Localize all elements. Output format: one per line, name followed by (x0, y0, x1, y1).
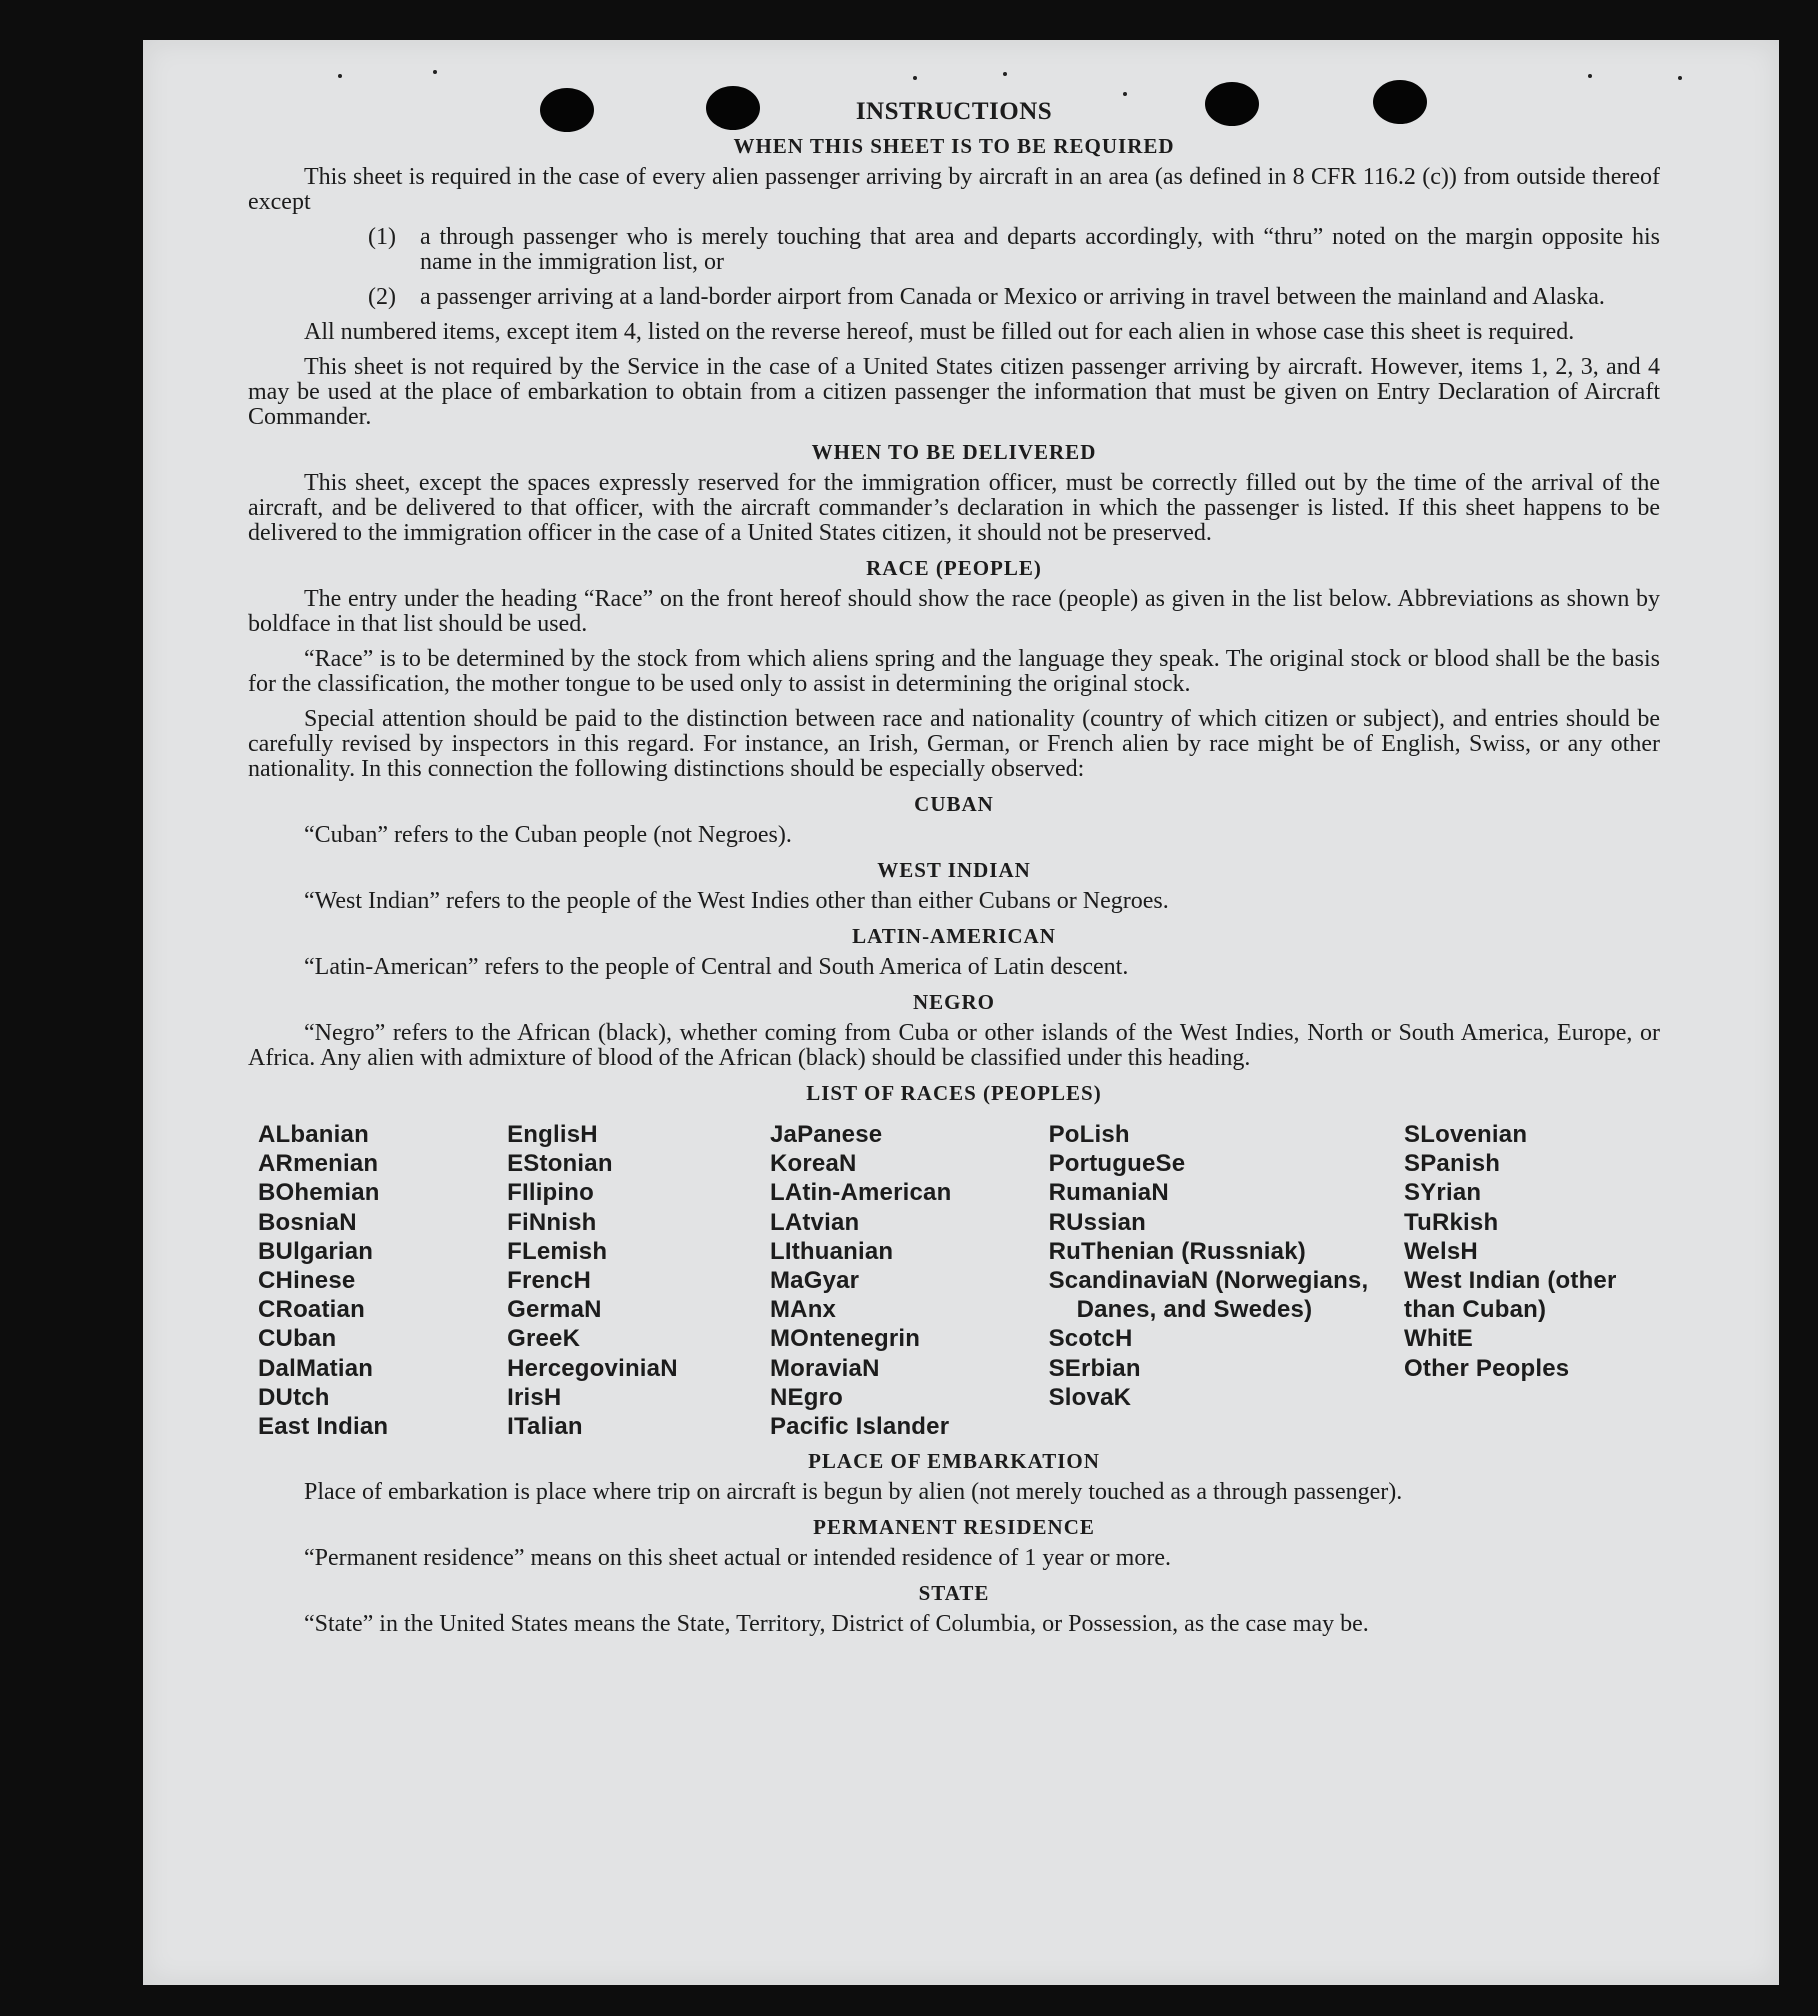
speck (913, 76, 917, 80)
race-entry: MoraviaN (769, 1354, 880, 1382)
race-column-3 (770, 1120, 1049, 1441)
race-entry: RUssian (1048, 1208, 1147, 1236)
race-entry: SYrian (1404, 1179, 1482, 1207)
race-entry: ITalian (507, 1413, 583, 1441)
race-entry: MaGyar (769, 1267, 860, 1295)
race-entry: MOntenegrin (769, 1325, 921, 1353)
race-entry: SErbian (1048, 1354, 1141, 1382)
race-entry: CRoatian (258, 1296, 365, 1324)
race-column-1 (258, 1120, 507, 1441)
paragraph-cuban: “Cuban” refers to the Cuban people (not Negroes). (304, 822, 792, 848)
race-column-5 (1404, 1120, 1660, 1441)
race-entry: ScotcH (1048, 1325, 1133, 1353)
race-entry: EnglisH (507, 1121, 598, 1148)
race-entry: Pacific Islander (769, 1413, 950, 1441)
heading-latin-american: LATIN-AMERICAN (852, 924, 1056, 948)
race-entry: LAtin-American (769, 1179, 952, 1207)
race-entry: FIlipino (507, 1179, 595, 1207)
paragraph-race-1: The entry under the heading “Race” on the front hereof should show the race (people) as given in the list below. Abbreviations as shown by boldface in that list should be used. (248, 586, 1660, 637)
page-title: INSTRUCTIONS (855, 98, 1053, 125)
race-entry: FrencH (507, 1267, 591, 1295)
paragraph-numbered-items: All numbered items, except item 4, listed on the reverse hereof, must be filled out for each alien in whose case this sheet is required. (304, 319, 1575, 345)
race-entry: NEgro (769, 1383, 843, 1411)
speck (1003, 72, 1007, 76)
race-entry: SPanish (1404, 1150, 1501, 1178)
race-entry: SLovenian (1404, 1121, 1528, 1148)
race-entry: GreeK (507, 1325, 581, 1353)
paragraph-intro: This sheet is required in the case of every alien passenger arriving by aircraft in an area (as defined in 8 CFR 116.2 (c)) from outside thereof except (248, 164, 1660, 215)
race-entry: EStonian (507, 1150, 613, 1178)
race-column-2 (507, 1120, 770, 1441)
item-number: (2) (368, 284, 396, 310)
race-entry: BUlgarian (258, 1237, 374, 1265)
race-entry: JaPanese (769, 1121, 883, 1148)
speck (1588, 74, 1592, 78)
race-entry: LIthuanian (769, 1237, 894, 1265)
race-entry: ScandinaviaN (Norwegians, Danes, and Swedes) (1048, 1267, 1369, 1324)
race-entry: LAtvian (769, 1208, 860, 1236)
heading-cuban: CUBAN (914, 792, 994, 816)
race-entry: BOhemian (258, 1179, 380, 1207)
race-entry: IrisH (507, 1383, 562, 1411)
heading-list-of-races: LIST OF RACES (PEOPLES) (806, 1081, 1102, 1105)
race-entry: GermaN (507, 1296, 602, 1324)
paragraph-permanent-residence: “Permanent residence” means on this sheet actual or intended residence of 1 year or more. (304, 1545, 1171, 1572)
paragraph-citizen: This sheet is not required by the Service in the case of a United States citizen passenger arriving by aircraft. However, items 1, 2, 3, and 4 may be used at the place of embarkation to obtain from a citizen passenger the information that must be given on Entry Declaration of Aircraft Commander. (248, 354, 1660, 430)
race-entry: West Indian (other than Cuban) (1404, 1267, 1617, 1324)
race-entry: CHinese (258, 1267, 356, 1295)
race-column-4 (1049, 1120, 1404, 1441)
race-entry: BosniaN (258, 1208, 357, 1236)
paragraph-latin-american: “Latin-American” refers to the people of Central and South America of Latin descent. (304, 954, 1129, 980)
paragraph-embarkation: Place of embarkation is place where trip on aircraft is begun by alien (not merely touched as a through passenger). (304, 1479, 1403, 1506)
heading-negro: NEGRO (912, 990, 995, 1014)
heading-permanent-residence: PERMANENT RESIDENCE (813, 1515, 1095, 1540)
race-entry: DalMatian (258, 1354, 374, 1382)
item-number: (1) (368, 224, 396, 250)
paragraph-state: “State” in the United States means the State, Territory, District of Columbia, or Possession, as the case may be. (304, 1611, 1369, 1638)
race-entry: RumaniaN (1048, 1179, 1169, 1207)
race-list (258, 1120, 1660, 1441)
heading-when-required: WHEN THIS SHEET IS TO BE REQUIRED (733, 134, 1175, 158)
exception-item (368, 285, 1660, 310)
race-entry: FLemish (507, 1237, 608, 1265)
race-entry: DUtch (258, 1383, 330, 1411)
heading-race: RACE (PEOPLE) (866, 556, 1042, 580)
race-entry: East Indian (258, 1413, 389, 1441)
heading-when-delivered: WHEN TO BE DELIVERED (811, 440, 1097, 464)
race-entry: PoLish (1048, 1121, 1130, 1148)
speck (433, 70, 437, 74)
paragraph-race-2: “Race” is to be determined by the stock from which aliens spring and the language they speak. The original stock or blood shall be the basis for the classification, the mother tongue to be used only to assist in determining the original stock. (248, 646, 1660, 697)
race-entry: WhitE (1404, 1325, 1473, 1353)
heading-west-indian: WEST INDIAN (877, 858, 1031, 882)
race-entry: WelsH (1404, 1237, 1478, 1265)
speck (1678, 76, 1682, 80)
paragraph-race-3: Special attention should be paid to the distinction between race and nationality (country of which citizen or subject), and entries should be carefully revised by inspectors in this regard. For instance, an Irish, German, or French alien by race might be of English, Swiss, or any other nationality. In this connection the following distinctions should be especially observed: (248, 706, 1660, 782)
item-text: a passenger arriving at a land-border airport from Canada or Mexico or arriving in travel between the mainland and Alaska. (420, 284, 1605, 310)
item-text: a through passenger who is merely touching that area and departs accordingly, with “thru” noted on the margin opposite his name in the immigration list, or (420, 224, 1660, 275)
race-entry: PortugueSe (1048, 1150, 1186, 1178)
heading-embarkation: PLACE OF EMBARKATION (808, 1449, 1100, 1474)
instructions-content (248, 98, 1660, 1647)
paragraph-negro: “Negro” refers to the African (black), whether coming from Cuba or other islands of the West Indies, North or South America, Europe, or Africa. Any alien with admixture of blood of the African (black) should be classified under this heading. (248, 1020, 1660, 1071)
race-entry: TuRkish (1404, 1208, 1499, 1236)
race-entry: SlovaK (1048, 1383, 1132, 1411)
race-entry: RuThenian (Russniak) (1048, 1237, 1306, 1265)
race-entry: CUban (258, 1325, 337, 1353)
race-entry: ALbanian (258, 1121, 369, 1148)
race-entry: HercegoviniaN (507, 1354, 678, 1382)
paragraph-west-indian: “West Indian” refers to the people of the West Indies other than either Cubans or Negroes. (304, 888, 1169, 914)
race-entry: KoreaN (769, 1150, 857, 1178)
race-entry: FiNnish (507, 1208, 597, 1236)
race-entry: ARmenian (258, 1150, 379, 1178)
speck (338, 74, 342, 78)
paragraph-delivery: This sheet, except the spaces expressly reserved for the immigration officer, must be correctly filled out by the time of the arrival of the aircraft, and be delivered to that officer, with the aircraft commander’s declaration in which the passenger is listed. If this sheet happens to be delivered to the immigration officer in the case of a United States citizen, it should not be preserved. (248, 470, 1660, 546)
race-entry: Other Peoples (1404, 1354, 1570, 1382)
heading-state: STATE (918, 1581, 990, 1606)
speck (1123, 92, 1127, 96)
race-entry: MAnx (769, 1296, 837, 1324)
exception-item (368, 225, 1660, 275)
